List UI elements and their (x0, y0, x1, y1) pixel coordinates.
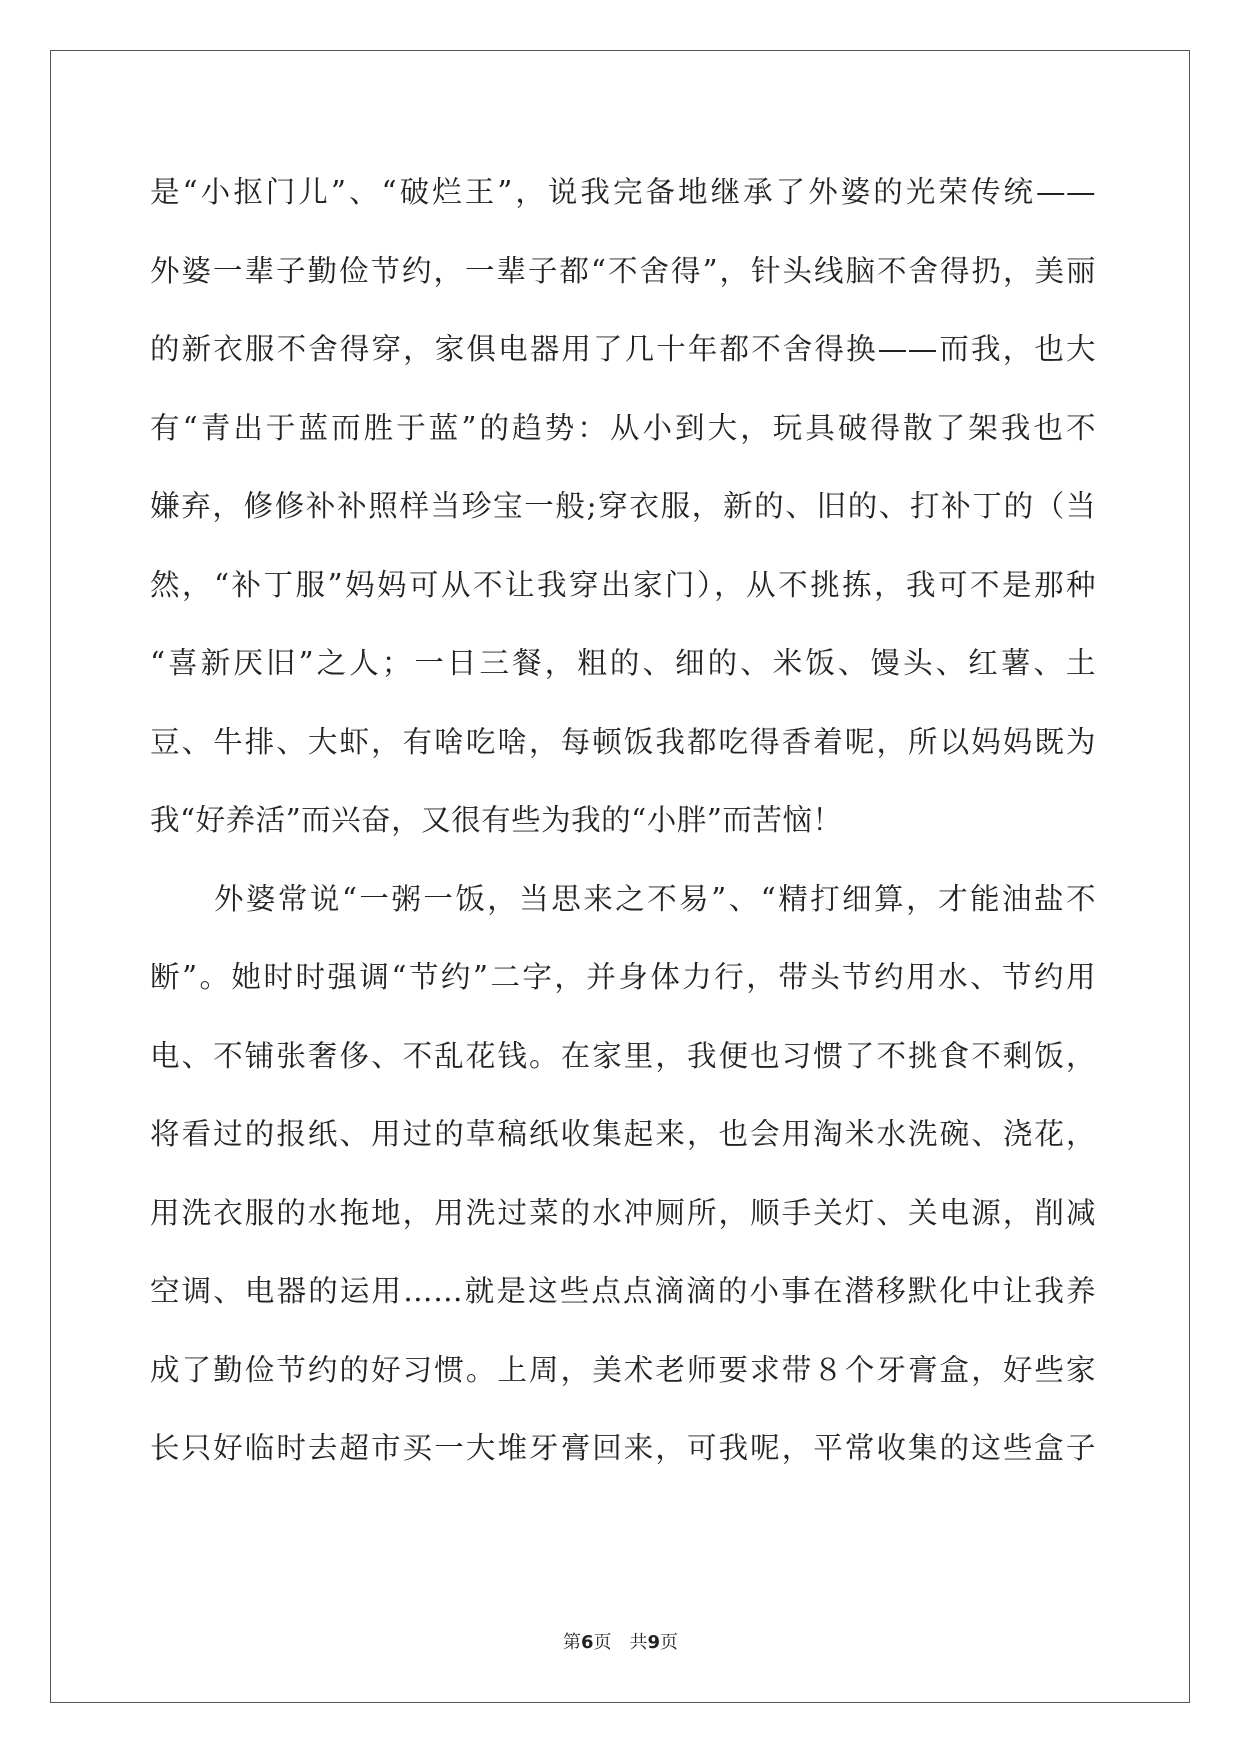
text-line: 成了勤俭节约的好习惯。上周，美术老师要求带８个牙膏盒，好些家 (150, 1352, 1096, 1387)
text-line: 是“小抠门儿”、“破烂王”，说我完备地继承了外婆的光荣传统—— (150, 175, 1096, 209)
text-line: 断”。她时时强调“节约”二字，并身体力行，带头节约用水、节约用 (150, 960, 1096, 994)
footer-middle: 页 共 (593, 1632, 648, 1653)
text-line: “喜新厌旧”之人；一日三餐，粗的、细的、米饭、馒头、红薯、土 (150, 646, 1096, 680)
footer-suffix: 页 (660, 1632, 679, 1653)
text-line: 用洗衣服的水拖地，用洗过菜的水冲厕所，顺手关灯、关电源，削减 (150, 1195, 1096, 1230)
current-page-number: 6 (580, 1632, 594, 1653)
text-line: 豆、牛排、大虾，有啥吃啥，每顿饭我都吃得香着呢，所以妈妈既为 (150, 724, 1096, 759)
text-line: 将看过的报纸、用过的草稿纸收集起来，也会用淘米水洗碗、浇花， (150, 1117, 1096, 1151)
text-line: 的新衣服不舍得穿，家俱电器用了几十年都不舍得换——而我，也大 (150, 332, 1096, 366)
text-line: 电、不铺张奢侈、不乱花钱。在家里，我便也习惯了不挑食不剩饭， (150, 1038, 1096, 1073)
text-line: 我“好养活”而兴奋，又很有些为我的“小胖”而苦恼！ (150, 803, 843, 837)
text-line: 长只好临时去超市买一大堆牙膏回来，可我呢，平常收集的这些盒子 (150, 1431, 1096, 1465)
footer-prefix: 第 (562, 1632, 581, 1653)
page-footer (0, 1628, 1241, 1654)
text-line: 嫌弃，修修补补照样当珍宝一般;穿衣服，新的、旧的、打补丁的（当 (150, 489, 1096, 523)
text-line: 空调、电器的运用……就是这些点点滴滴的小事在潜移默化中让我养 (150, 1274, 1096, 1308)
text-line: 外婆常说“一粥一饭，当思来之不易”、“精打细算，才能油盐不 (150, 881, 1096, 916)
text-line: 然，“补丁服”妈妈可从不让我穿出家门），从不挑拣，我可不是那种 (150, 567, 1096, 602)
total-page-number: 9 (647, 1632, 661, 1653)
document-body (150, 153, 1096, 1488)
text-line: 有“青出于蓝而胜于蓝”的趋势：从小到大，玩具破得散了架我也不 (150, 410, 1096, 445)
text-line: 外婆一辈子勤俭节约，一辈子都“不舍得”，针头线脑不舍得扔，美丽 (150, 253, 1096, 288)
